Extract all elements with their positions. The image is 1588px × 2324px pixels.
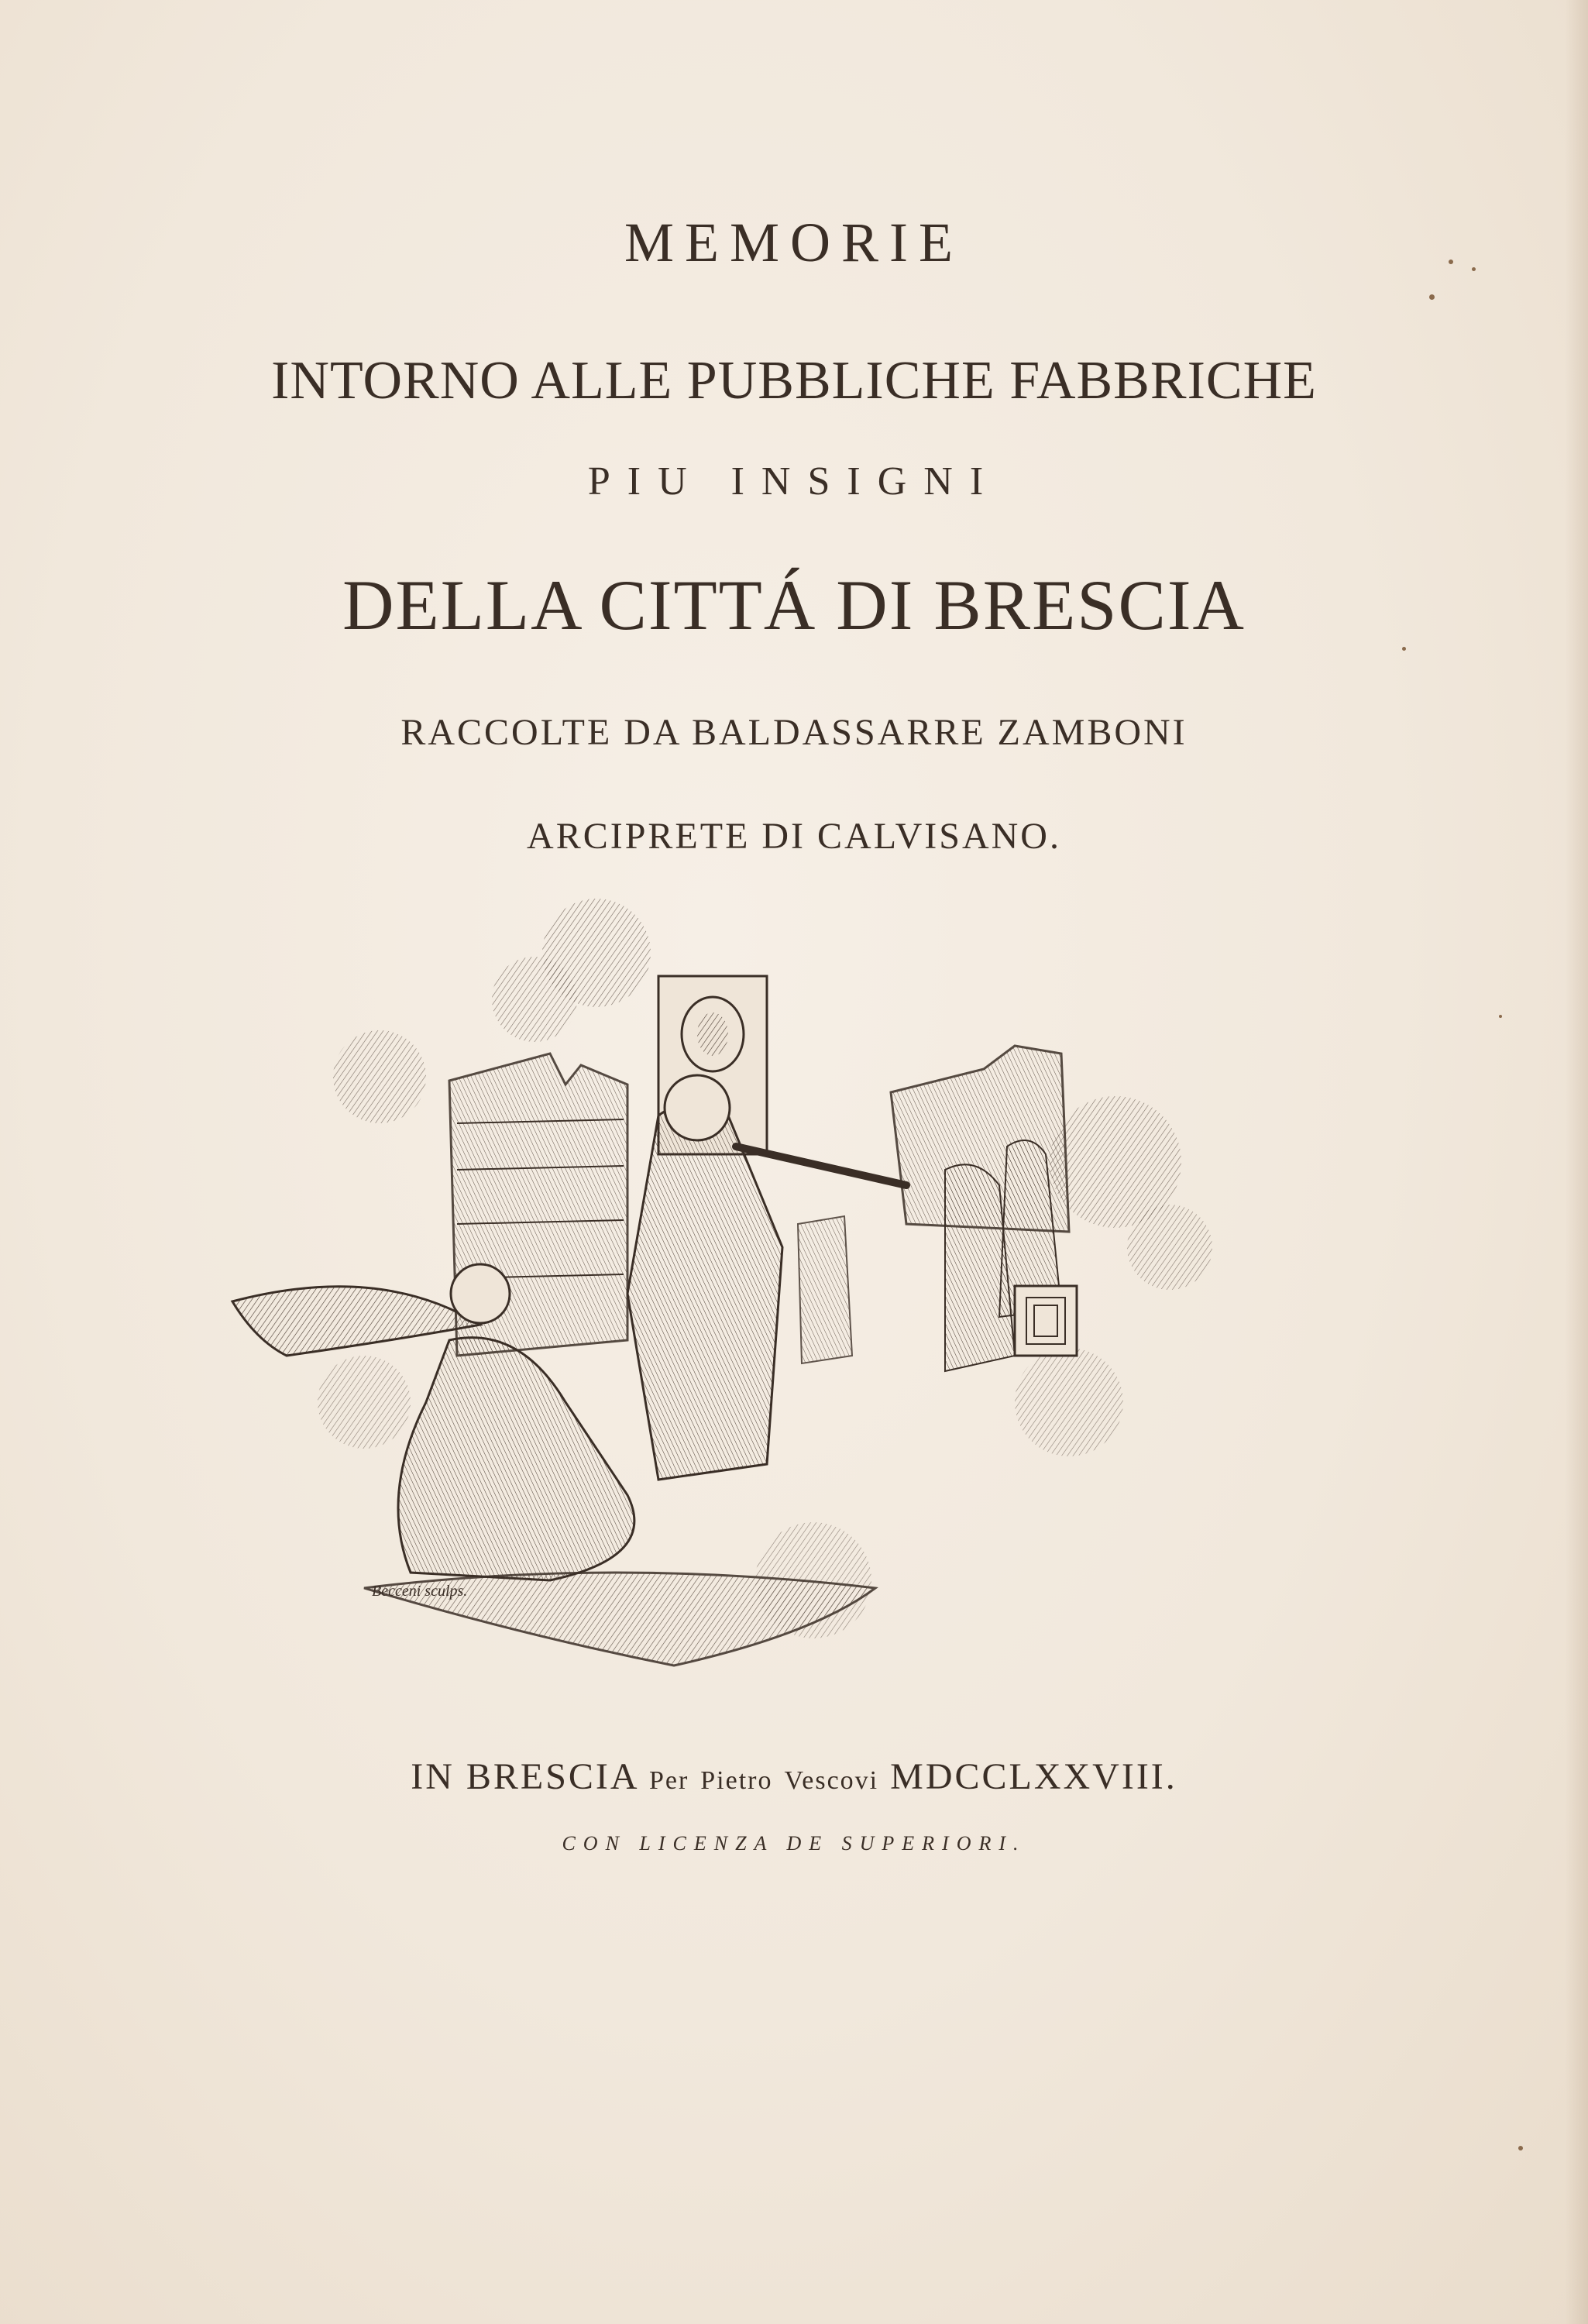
author-role-line: ARCIPRETE DI CALVISANO. bbox=[527, 816, 1061, 857]
foxing-spot bbox=[1449, 260, 1453, 264]
title-main: MEMORIE bbox=[624, 211, 964, 273]
foxing-spot bbox=[1402, 647, 1406, 651]
engraver-signature: Becceni sculps. bbox=[372, 1583, 468, 1600]
imprint-printer-first: Pietro bbox=[700, 1766, 773, 1795]
title-line-4: DELLA CITTÁ DI BRESCIA bbox=[342, 566, 1246, 645]
engraving-vignette bbox=[225, 860, 1255, 1735]
imprint-printer-last: Vescovi bbox=[784, 1766, 879, 1795]
imprint-per: Per bbox=[648, 1766, 689, 1795]
title-line-2: INTORNO ALLE PUBBLICHE FABBRICHE bbox=[271, 351, 1317, 411]
foxing-spot bbox=[1429, 294, 1435, 300]
imprint-line bbox=[0, 1755, 1588, 1798]
imprint-year: MDCCLXXVIII. bbox=[890, 1756, 1177, 1797]
title-line-3: PIU INSIGNI bbox=[587, 459, 1001, 504]
author-line: RACCOLTE DA BALDASSARRE ZAMBONI bbox=[400, 712, 1188, 753]
page-edge bbox=[1565, 0, 1588, 2324]
foxing-spot bbox=[1518, 2146, 1523, 2150]
imprint-place: IN BRESCIA bbox=[411, 1756, 638, 1797]
foxing-spot bbox=[1472, 267, 1476, 271]
licence-line: CON LICENZA DE SUPERIORI. bbox=[562, 1832, 1026, 1855]
foxing-spot bbox=[1499, 1015, 1502, 1018]
